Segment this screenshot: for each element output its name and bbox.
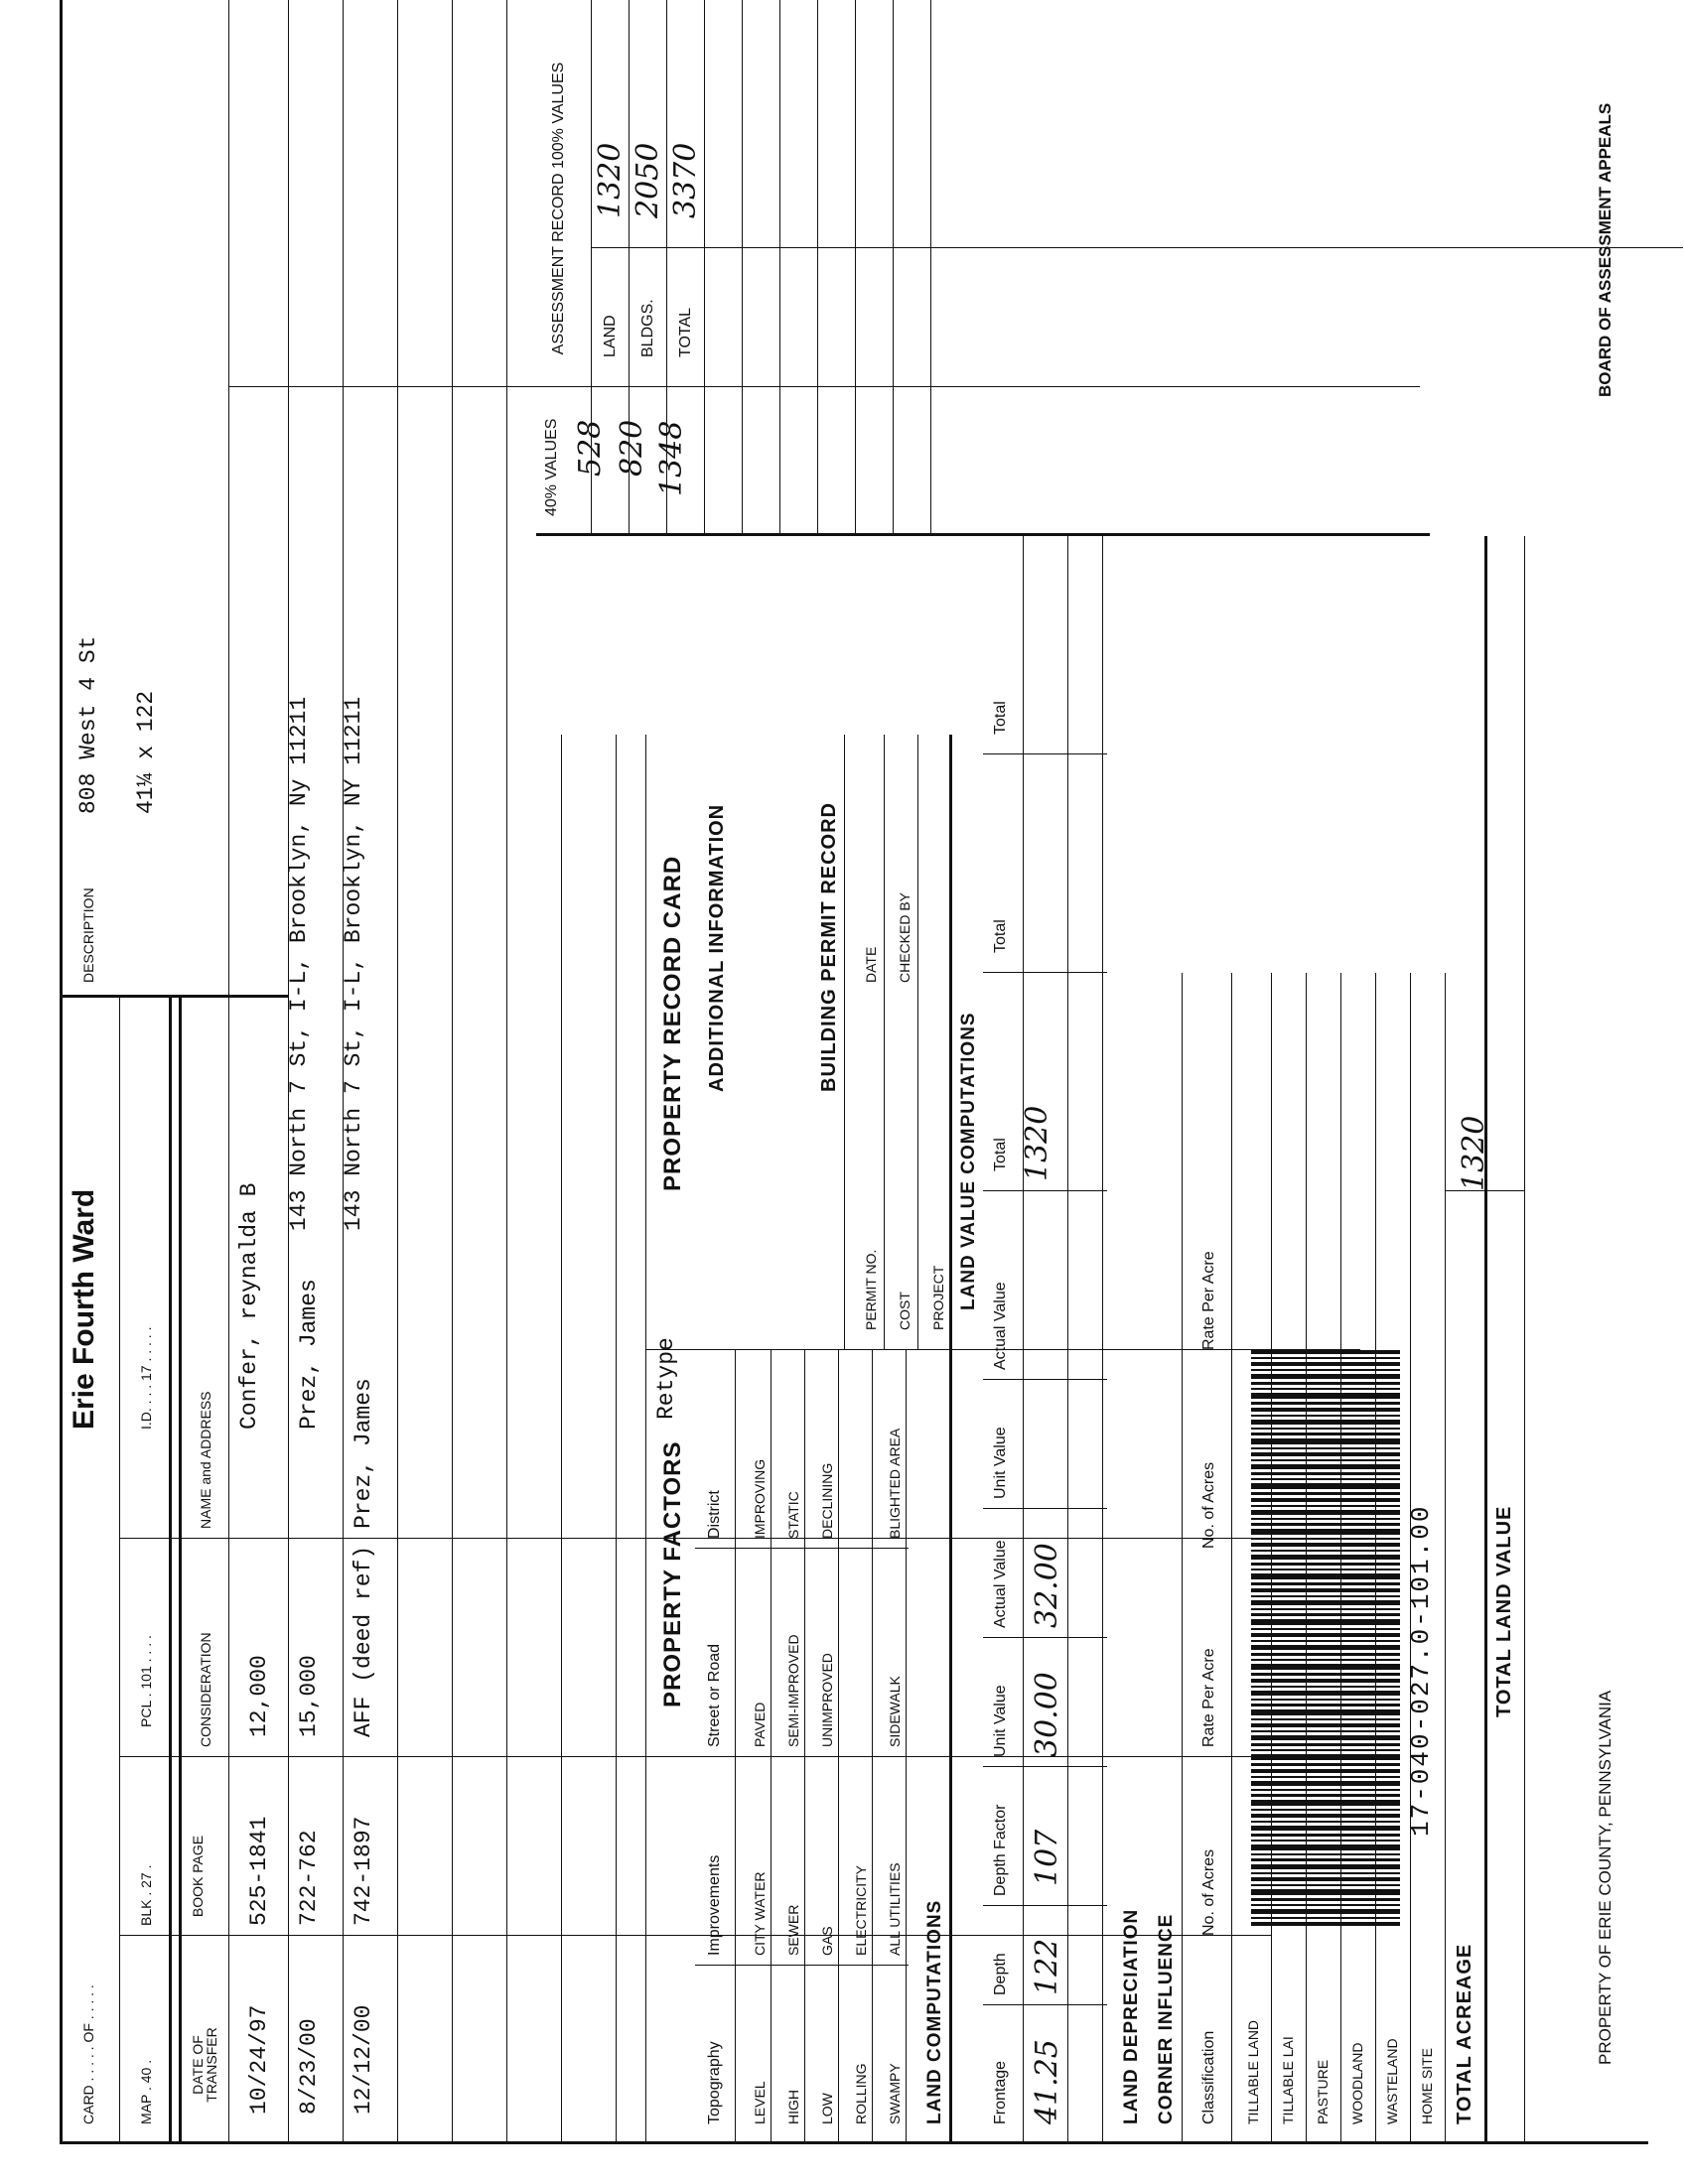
property-factors-title: PROPERTY FACTORS <box>659 1440 686 1707</box>
values40-total: 1348 <box>654 420 689 496</box>
class-pasture: PASTURE <box>1315 2059 1331 2124</box>
col-street-road: Street or Road <box>706 1643 723 1747</box>
row-line <box>855 0 856 536</box>
transfer-consideration: 12,000 <box>246 1655 272 1737</box>
street-unimproved: UNIMPROVED <box>819 1653 835 1747</box>
row-line <box>1182 973 1183 2144</box>
impr-electricity: ELECTRICITY <box>853 1864 869 1956</box>
col-line <box>983 1766 1107 1767</box>
col-line <box>983 1379 1107 1380</box>
additional-info-title: ADDITIONAL INFORMATION <box>706 803 728 1092</box>
col-book-page: BOOK PAGE <box>190 1835 206 1918</box>
impr-gas: GAS <box>819 1926 835 1956</box>
id-label: I.D. . . . 17 . . . . . <box>138 1326 154 1430</box>
transfer-date: 12/12/00 <box>351 2004 376 2115</box>
parcel-label: PCL . 101 . . . . <box>138 1635 154 1727</box>
col-topography: Topography <box>706 2041 723 2124</box>
col-classification: Classification <box>1200 2030 1217 2124</box>
row-line <box>616 735 617 2144</box>
row-line <box>804 1350 805 2144</box>
permit-record-title: BUILDING PERMIT RECORD <box>818 802 840 1092</box>
col-line <box>695 1548 909 1549</box>
topo-high: HIGH <box>785 2090 801 2124</box>
row-line <box>561 735 562 2144</box>
impr-sewer: SEWER <box>785 1904 801 1956</box>
col-date-of-transfer: DATE OF TRANSFER <box>190 2027 219 2103</box>
retype-note: Retype <box>653 1337 679 1420</box>
land-depth-factor: 107 <box>1030 1829 1064 1886</box>
row-line <box>735 1350 736 2144</box>
row-line <box>1484 536 1487 2144</box>
col-unit-value-2: Unit Value <box>992 1427 1009 1499</box>
impr-city-water: CITY WATER <box>752 1871 768 1956</box>
row-line <box>949 735 952 2144</box>
row-line <box>779 0 780 536</box>
col-line <box>983 1508 1107 1509</box>
col-no-of-acres: No. of Acres <box>1200 1848 1217 1936</box>
land-computations-title: LAND COMPUTATIONS <box>924 1899 945 2124</box>
class-wasteland: WASTELAND <box>1384 2038 1400 2124</box>
transfer-book: 742-1897 <box>351 1816 376 1926</box>
card-title: Erie Fourth Ward <box>68 1188 100 1430</box>
row-line <box>917 735 918 1350</box>
row-line <box>817 0 818 536</box>
row-line <box>1524 536 1525 2144</box>
col-frontage: Frontage <box>992 2060 1009 2124</box>
land-depth: 122 <box>1030 1938 1064 1995</box>
transfer-date: 10/24/97 <box>246 2004 272 2115</box>
district-declining: DECLINING <box>819 1462 835 1539</box>
row-line <box>884 735 885 1350</box>
values40-land: 528 <box>573 419 608 477</box>
assessment-total: 3370 <box>668 142 703 218</box>
parcel-number: 17-040-027.0-101.00 <box>1406 1504 1436 1837</box>
transfer-header-rule <box>228 0 229 2144</box>
corner-influence-title: CORNER INFLUENCE <box>1156 1913 1177 2124</box>
class-tillable-land-2: TILLABLE LAI <box>1280 2036 1296 2124</box>
street-sidewalk: SIDEWALK <box>887 1676 903 1747</box>
transfer-consideration: AFF (deed ref) <box>351 1545 376 1737</box>
col-total-2: Total <box>992 919 1009 953</box>
col-line <box>1445 1190 1524 1191</box>
district-improving: IMPROVING <box>752 1458 768 1539</box>
col-line <box>983 972 1107 973</box>
col-line <box>983 1905 1107 1906</box>
parcel-barcode <box>1251 1350 1400 1926</box>
street-semi-improved: SEMI-IMPROVED <box>785 1634 801 1747</box>
col-consideration: CONSIDERATION <box>198 1632 213 1747</box>
col-rate-per-acre-2: Rate Per Acre <box>1200 1251 1217 1350</box>
transfer-book: 722-762 <box>296 1830 322 1926</box>
col-line <box>983 1637 1107 1638</box>
assessment-title: ASSESSMENT RECORD 100% VALUES <box>550 62 567 355</box>
topo-level: LEVEL <box>752 2081 768 2124</box>
col-line <box>983 2004 1107 2005</box>
row-line <box>930 0 931 536</box>
header-bottom-rule <box>179 998 182 2144</box>
description-divider <box>60 995 288 998</box>
land-depreciation-title: LAND DEPRECIATION <box>1121 1908 1142 2124</box>
values40-title: 40% VALUES <box>543 418 560 516</box>
col-line <box>983 753 1107 754</box>
row-line <box>1102 536 1103 2144</box>
col-unit-value: Unit Value <box>992 1685 1009 1757</box>
row-line <box>844 735 845 1350</box>
class-home-site: HOME SITE <box>1419 2047 1435 2124</box>
transfer-name: Confer, reynalda B <box>236 1182 262 1430</box>
col-rate-per-acre: Rate Per Acre <box>1200 1648 1217 1747</box>
col-district: District <box>706 1490 723 1539</box>
district-blighted-area: BLIGHTED AREA <box>887 1428 903 1539</box>
values40-left-border <box>536 533 1430 536</box>
description-dimensions: 41¼ x 122 <box>133 690 159 814</box>
impr-all-utilities: ALL UTILITIES <box>887 1862 903 1956</box>
total-land-value-label: TOTAL LAND VALUE <box>1493 1505 1515 1717</box>
row-line <box>704 0 705 536</box>
transfer-date: 8/23/00 <box>296 2018 322 2115</box>
col-line <box>695 1756 909 1757</box>
row-line <box>506 0 507 2144</box>
land-frontage: 41.25 <box>1030 2039 1064 2124</box>
description-address: 808 West 4 St <box>75 635 101 814</box>
permit-cost-label: COST <box>897 1292 912 1330</box>
row-line <box>1445 973 1446 2144</box>
values-divider <box>228 386 1420 387</box>
description-label: DESCRIPTION <box>80 887 96 983</box>
land-total: 1320 <box>1020 1105 1054 1181</box>
col-divider-date <box>119 1935 1271 1936</box>
col-improvements: Improvements <box>706 1854 723 1956</box>
permit-checked-by-label: CHECKED BY <box>897 891 912 983</box>
col-no-of-acres-2: No. of Acres <box>1200 1461 1217 1549</box>
row-line <box>666 0 667 536</box>
col-line <box>983 1190 1107 1191</box>
transfer-book: 525-1841 <box>246 1816 272 1926</box>
total-land-value-amount: 1320 <box>1457 1115 1491 1191</box>
assessment-bldgs: 2050 <box>631 142 665 218</box>
row-line <box>893 0 894 536</box>
assessment-land: 1320 <box>593 142 628 218</box>
row-line <box>397 0 398 2144</box>
row-line <box>742 0 743 536</box>
street-paved: PAVED <box>752 1702 768 1747</box>
land-unit-value: 30.00 <box>1030 1672 1064 1757</box>
transfer-address: 143 North 7 St, I-L, Brooklyn, NY 11211 <box>341 696 366 1231</box>
row-line <box>872 1350 873 2144</box>
col-depth: Depth <box>992 1953 1009 1995</box>
card-label: CARD . . . . . OF . . . . . <box>80 1984 96 2124</box>
row-line <box>1023 536 1024 2144</box>
col-depth-factor: Depth Factor <box>992 1804 1009 1896</box>
row-line <box>1067 536 1068 2144</box>
transfer-consideration: 15,000 <box>296 1655 322 1737</box>
col-actual-value-2: Actual Value <box>992 1282 1009 1370</box>
assessment-label-total: TOTAL <box>677 307 694 357</box>
col-total-1: Total <box>992 1138 1009 1171</box>
district-static: STATIC <box>785 1491 801 1539</box>
footer-county: PROPERTY OF ERIE COUNTY, PENNSYLVANIA <box>1596 1690 1614 2065</box>
row-line <box>838 1350 839 2144</box>
block-label: BLK . 27 . <box>138 1864 154 1926</box>
col-line <box>695 1965 909 1966</box>
col-name-address: NAME and ADDRESS <box>198 1391 213 1529</box>
header-rule <box>119 998 120 2144</box>
footer-board: BOARD OF ASSESSMENT APPEALS <box>1596 102 1614 397</box>
permit-project-label: PROJECT <box>930 1265 946 1330</box>
col-total-3: Total <box>992 701 1009 735</box>
topo-swampy: SWAMPY <box>887 2063 903 2124</box>
total-acreage-label: TOTAL ACREAGE <box>1454 1943 1475 2124</box>
header-bottom-rule-2 <box>169 998 172 2144</box>
row-line <box>906 1350 907 2144</box>
class-woodland: WOODLAND <box>1349 2042 1365 2124</box>
topo-low: LOW <box>819 2093 835 2124</box>
map-label: MAP . 40 . <box>138 2059 154 2124</box>
col-actual-value: Actual Value <box>992 1540 1009 1628</box>
assessment-label-divider <box>591 247 1683 248</box>
transfer-name: Prez, James <box>351 1378 376 1529</box>
permit-date-label: DATE <box>863 946 879 983</box>
land-value-computations-title: LAND VALUE COMPUTATIONS <box>958 1012 979 1310</box>
property-record-title: PROPERTY RECORD CARD <box>659 855 686 1191</box>
transfer-name: Prez, James <box>296 1279 322 1430</box>
land-actual-value: 32.00 <box>1030 1543 1064 1628</box>
values40-bldgs: 820 <box>615 419 649 477</box>
row-line <box>452 0 453 2144</box>
row-line <box>645 735 646 2144</box>
row-line <box>591 0 592 536</box>
topo-rolling: ROLLING <box>853 2063 869 2124</box>
row-line <box>629 0 630 536</box>
col-divider-consideration <box>119 1538 1271 1539</box>
card-top-border <box>60 0 63 2144</box>
permit-no-label: PERMIT NO. <box>863 1249 879 1330</box>
class-tillable-land: TILLABLE LAND <box>1245 2019 1261 2124</box>
assessment-label-bldgs: BLDGS. <box>639 299 656 357</box>
row-line <box>771 1350 772 2144</box>
row-line <box>1231 973 1232 2144</box>
transfer-address: 143 North 7 St, I-L, Brooklyn, Ny 11211 <box>286 696 312 1231</box>
assessment-label-land: LAND <box>602 315 619 357</box>
